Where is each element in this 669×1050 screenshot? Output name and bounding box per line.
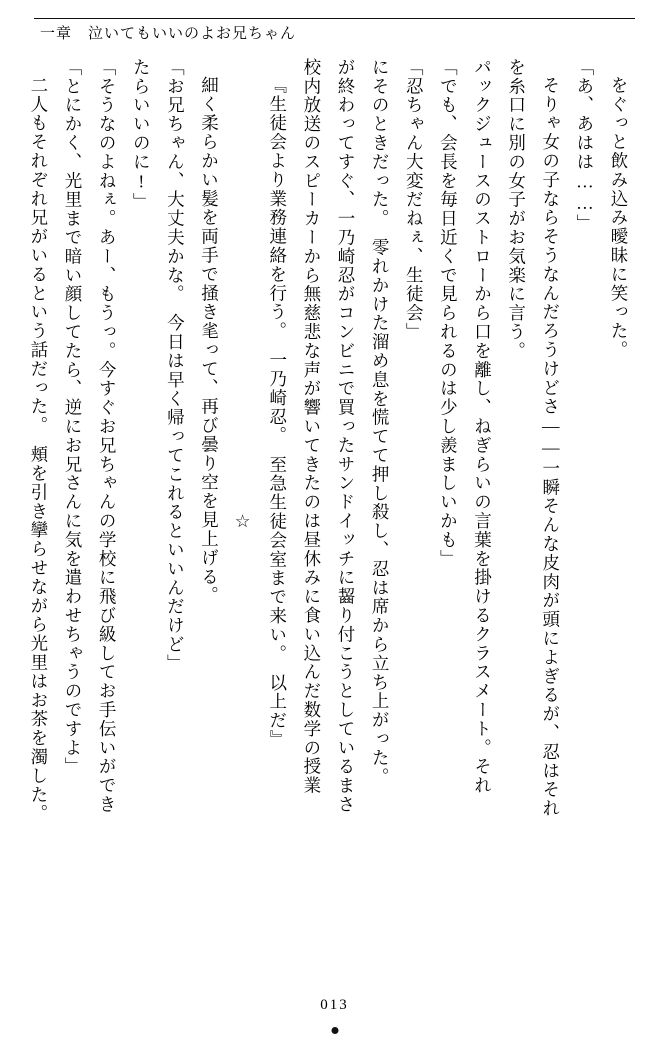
paragraph: 「あ、あはは……」 xyxy=(574,58,595,234)
paragraph: をぐっと飲み込み曖昧に笑った。 xyxy=(609,75,629,359)
running-head xyxy=(40,22,296,43)
paragraph: 「そうなのよねぇ。あー、もうっ。今すぐお兄ちゃんの学校に飛び級してお手伝いができ xyxy=(97,58,118,814)
paragraph: 「忍ちゃん大変だねぇ、生徒会」 xyxy=(404,58,425,342)
paragraph: そりゃ女の子ならそうなんだろうけどさ――一瞬そんな皮肉が頭によぎるが、忍はそれ xyxy=(540,75,561,818)
paragraph: たらいいのに!」 xyxy=(131,58,152,212)
scene-break-mark: ☆ xyxy=(233,512,254,534)
paragraph: 『生徒会より業務連絡を行う。 一乃崎忍。 至急生徒会室まで来い。 以上だ』 xyxy=(267,75,288,749)
paragraph: が終わってすぐ、一乃崎忍がコンビニで買ったサンドイッチに齧り付こうとしているまさ xyxy=(336,58,356,814)
body-text xyxy=(28,58,636,988)
paragraph: を糸口に別の女子がお気楽に言う。 xyxy=(506,58,527,361)
paragraph: にそのときだった。 零れかけた溜め息を慌てて押し殺し、忍は席から立ち上がった。 xyxy=(370,58,391,787)
page-header xyxy=(34,18,635,48)
paragraph: 校内放送のスピーカーから無慈悲な声が響いてきたのは昼休みに食い込んだ数学の授業 xyxy=(301,58,322,796)
header-rule xyxy=(34,18,635,19)
chapter-title: 泣いてもいいのよお兄ちゃん xyxy=(88,26,297,42)
paragraph: 「お兄ちゃん、大丈夫かな。 今日は早く帰ってこれるといいんだけど」 xyxy=(165,58,186,673)
paragraph: 「とにかく、光里まで暗い顔してたら、逆にお兄さんに気を遣わせちゃうのですよ」 xyxy=(63,58,83,777)
chapter-number: 一章 xyxy=(40,26,73,42)
paragraph: パックジュースのストローから口を離し、ねぎらいの言葉を掛けるクラスメート。それ xyxy=(472,58,493,796)
paragraph: 細く柔らかい髪を両手で掻き毟って、再び曇り空を見上げる。 xyxy=(199,75,220,605)
circle-dot-icon xyxy=(331,1027,338,1034)
page-number: 013 xyxy=(320,997,349,1013)
paragraph: 「でも、会長を毎日近くで見られるのは少し羨ましいかも」 xyxy=(438,58,459,569)
paragraph: 二人もそれぞれ兄がいるという話だった。 頬を引き攣らせながら光里はお茶を濁した。 xyxy=(28,75,49,823)
